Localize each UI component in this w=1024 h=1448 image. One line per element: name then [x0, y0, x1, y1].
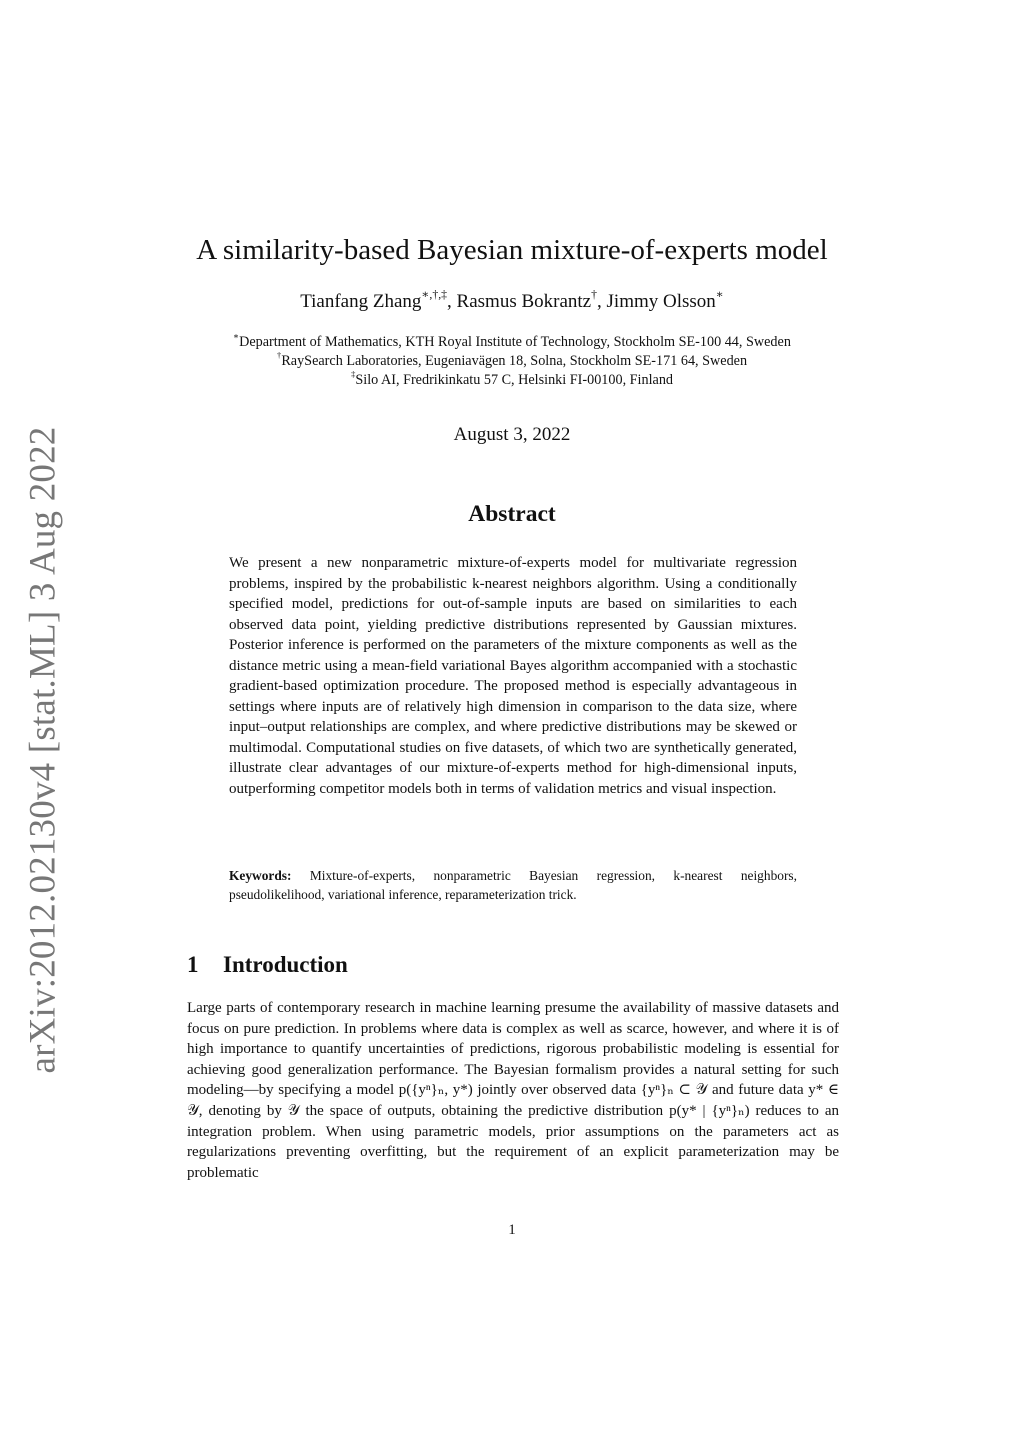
author-affiliation-mark: † [591, 287, 598, 301]
keywords-list: Mixture-of-experts, nonparametric Bayesian regression, k-nearest neighbors, pseudolikelihood, variational inference, reparameterization trick. [229, 868, 797, 902]
author-affiliation-mark: ∗,†,‡ [421, 287, 448, 301]
section-title: Introduction [223, 952, 348, 977]
affiliation-mark: ‡ [350, 368, 356, 379]
publication-date: August 3, 2022 [453, 424, 571, 445]
abstract-heading: Abstract [468, 501, 556, 527]
affiliation-mark: † [276, 349, 282, 360]
arxiv-identifier-stamp [4, 426, 82, 1074]
affiliation-mark: ∗ [233, 330, 240, 341]
author-affiliation-mark: ∗ [715, 287, 724, 301]
affiliation-text: RaySearch Laboratories, Eugeniavägen 18, Solna, Stockholm SE-171 64, Sweden [281, 353, 748, 369]
affiliation-text: Department of Mathematics, KTH Royal Institute of Technology, Stockholm SE-100 44, Sweden [239, 334, 791, 350]
affiliation-line [0, 349, 1024, 370]
abstract-body: We present a new nonparametric mixture-of-experts model for multivariate regression problems, inspired by the probabilistic k-nearest neighbors algorithm. Using a conditionally specified model, predictions for out-of-sample inputs are based on similarities to each observed data point, yielding predictive distributions represented by Gaussian mixtures. Posterior inference is performed on the parameters of the mixture components as well as the distance metric using a mean-field variational Bayes algorithm accompanied with a stochastic gradient-based optimization procedure. The proposed method is especially advantageous in settings where inputs are of relatively high dimension in comparison to the data size, where input–output relationships are complex, and where predictive distributions may be skewed or multimodal. Computational studies on five datasets, of which two are synthetically generated, illustrate clear advantages of our mixture-of-experts method for high-dimensional inputs, outperforming competitor models both in terms of validation metrics and visual inspection. [229, 555, 797, 797]
keywords-block [229, 867, 797, 904]
paper-title: A similarity-based Bayesian mixture-of-experts model [196, 234, 828, 266]
section-heading [187, 952, 348, 978]
arxiv-stamp-text: arXiv:2012.02130v4 [stat.ML] 3 Aug 2022 [22, 426, 64, 1074]
author-list: Tianfang Zhang∗,†,‡, Rasmus Bokrantz†, Jimmy Olsson∗ [300, 287, 724, 312]
page-number: 1 [508, 1222, 516, 1238]
affiliation-text: Silo AI, Fredrikinkatu 57 C, Helsinki FI-00100, Finland [355, 372, 674, 388]
author-name: Rasmus Bokrantz [456, 291, 592, 312]
author-name: Tianfang Zhang [300, 291, 422, 312]
affiliation-line [0, 368, 1024, 389]
introduction-paragraph: Large parts of contemporary research in machine learning presume the availability of massive datasets and focus on pure prediction. In problems where data is complex as well as scarce, however, and where it is of high importance to quantify uncertainties of predictions, rigorous probabilistic modeling is essential for achieving good generalization performance. The Bayesian formalism provides a natural setting for such modeling—by specifying a model p({yⁿ}ₙ, y*) jointly over observed data {yⁿ}ₙ ⊂ 𝒴 and future data y* ∈ 𝒴, denoting by 𝒴 the space of outputs, obtaining the predictive distribution p(y* | {yⁿ}ₙ) reduces to an integration problem. When using parametric models, prior assumptions on the parameters act as regularizations preventing overfitting, but the requirement of an explicit parameterization may be problematic [187, 1000, 839, 1181]
author-name: Jimmy Olsson [606, 291, 716, 312]
keywords-label: Keywords: [229, 868, 292, 883]
section-number: 1 [187, 952, 199, 977]
affiliation-line [0, 330, 1024, 351]
